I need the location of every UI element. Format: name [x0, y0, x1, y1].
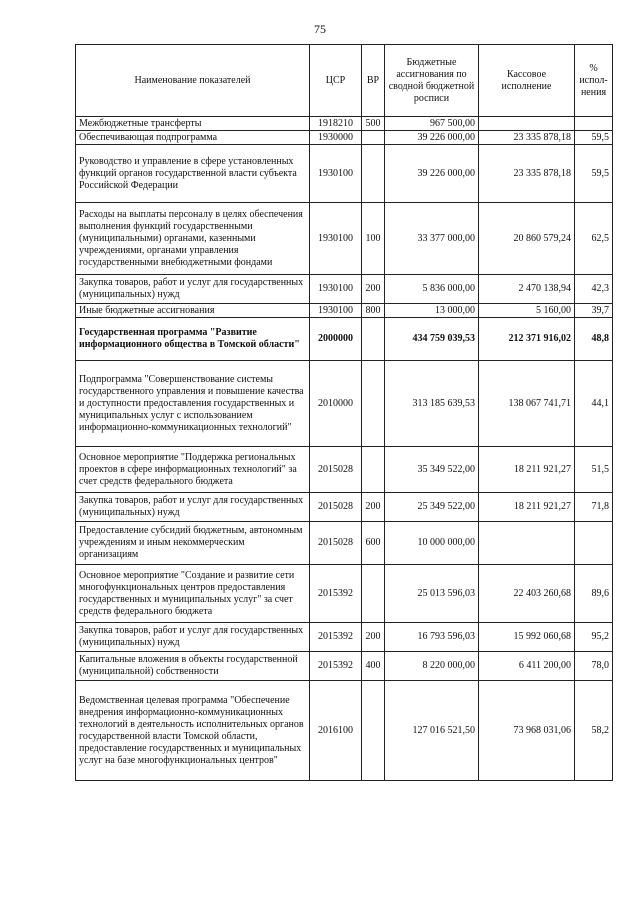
row-execution: 22 403 260,68: [479, 565, 575, 623]
column-header-assignments: Бюджетные ассигнования по сводной бюджетной росписи: [385, 45, 479, 117]
column-header-percent: % испол-нения: [575, 45, 613, 117]
page-number: 75: [314, 22, 326, 36]
row-percent: 78,0: [575, 652, 613, 681]
row-vr: 400: [362, 652, 385, 681]
row-execution: [479, 522, 575, 565]
row-assignments: 33 377 000,00: [385, 203, 479, 275]
row-execution: 23 335 878,18: [479, 131, 575, 145]
row-assignments: 35 349 522,00: [385, 447, 479, 493]
row-csr: 2015392: [310, 652, 362, 681]
table-row: [76, 304, 613, 318]
row-assignments: 5 836 000,00: [385, 275, 479, 304]
row-execution: 23 335 878,18: [479, 145, 575, 203]
row-execution: 2 470 138,94: [479, 275, 575, 304]
row-assignments: 39 226 000,00: [385, 145, 479, 203]
table-row: [76, 275, 613, 304]
row-percent: 62,5: [575, 203, 613, 275]
row-csr: 1930100: [310, 275, 362, 304]
row-csr: 2000000: [310, 318, 362, 361]
row-vr: 500: [362, 117, 385, 131]
row-execution: 15 992 060,68: [479, 623, 575, 652]
row-name: Ведомственная целевая программа "Обеспечение внедрения информационно-коммуникационных технологий в деятельность исполнительных органов государственной власти Томской области, предоставление государственных и муниципальных услуг на базе многофункциональных центров": [76, 681, 310, 781]
table-row: [76, 493, 613, 522]
row-vr: [362, 145, 385, 203]
row-execution: 18 211 921,27: [479, 447, 575, 493]
row-csr: 1930000: [310, 131, 362, 145]
row-execution: 5 160,00: [479, 304, 575, 318]
row-percent: 48,8: [575, 318, 613, 361]
row-vr: 600: [362, 522, 385, 565]
table-row: [76, 652, 613, 681]
row-name: Предоставление субсидий бюджетным, автономным учреждениям и иным некоммерческим организациям: [76, 522, 310, 565]
row-name: Основное мероприятие "Поддержка региональных проектов в сфере информационных технологий" за счет средств федерального бюджета: [76, 447, 310, 493]
row-percent: 58,2: [575, 681, 613, 781]
row-vr: [362, 447, 385, 493]
row-percent: 95,2: [575, 623, 613, 652]
column-header-csr: ЦСР: [310, 45, 362, 117]
row-csr: 1930100: [310, 304, 362, 318]
row-name: Руководство и управление в сфере установленных функций органов государственной власти субъекта Российской Федерации: [76, 145, 310, 203]
row-csr: 2015028: [310, 522, 362, 565]
row-assignments: 127 016 521,50: [385, 681, 479, 781]
table-row: [76, 447, 613, 493]
row-csr: 1918210: [310, 117, 362, 131]
row-name: Подпрограмма "Совершенствование системы государственного управления и повышение качества и доступности предоставления государственных и муниципальных услуг с использованием информационно-коммуникационных технологий": [76, 361, 310, 447]
row-execution: 138 067 741,71: [479, 361, 575, 447]
row-vr: [362, 131, 385, 145]
row-name: Закупка товаров, работ и услуг для государственных (муниципальных) нужд: [76, 493, 310, 522]
row-percent: 39,7: [575, 304, 613, 318]
row-percent: 71,8: [575, 493, 613, 522]
column-header-vr: ВР: [362, 45, 385, 117]
row-assignments: 13 000,00: [385, 304, 479, 318]
table-row: [76, 203, 613, 275]
row-assignments: 967 500,00: [385, 117, 479, 131]
table-row: [76, 131, 613, 145]
row-assignments: 39 226 000,00: [385, 131, 479, 145]
row-execution: 212 371 916,02: [479, 318, 575, 361]
row-name: Закупка товаров, работ и услуг для государственных (муниципальных) нужд: [76, 275, 310, 304]
row-assignments: 434 759 039,53: [385, 318, 479, 361]
row-vr: 200: [362, 623, 385, 652]
row-execution: 73 968 031,06: [479, 681, 575, 781]
row-assignments: 10 000 000,00: [385, 522, 479, 565]
row-percent: [575, 117, 613, 131]
row-name: Межбюджетные трансферты: [76, 117, 310, 131]
row-percent: 59,5: [575, 131, 613, 145]
row-execution: [479, 117, 575, 131]
row-assignments: 16 793 596,03: [385, 623, 479, 652]
table-row: [76, 318, 613, 361]
row-csr: 2016100: [310, 681, 362, 781]
row-vr: 100: [362, 203, 385, 275]
table-row: [76, 522, 613, 565]
row-name: Обеспечивающая подпрограмма: [76, 131, 310, 145]
column-header-execution: Кассовое исполнение: [479, 45, 575, 117]
row-csr: 2015392: [310, 623, 362, 652]
row-assignments: 25 349 522,00: [385, 493, 479, 522]
column-header-name: Наименование показателей: [76, 45, 310, 117]
row-execution: 6 411 200,00: [479, 652, 575, 681]
row-csr: 2015028: [310, 493, 362, 522]
row-name: Основное мероприятие "Создание и развитие сети многофункциональных центров предоставления государственных и муниципальных услуг" за счет средств федерального бюджета: [76, 565, 310, 623]
row-name: Капитальные вложения в объекты государственной (муниципальной) собственности: [76, 652, 310, 681]
row-vr: [362, 361, 385, 447]
row-name: Иные бюджетные ассигнования: [76, 304, 310, 318]
table-row: [76, 117, 613, 131]
table-row: [76, 681, 613, 781]
table-header-row: [76, 45, 613, 117]
row-vr: 800: [362, 304, 385, 318]
row-vr: [362, 565, 385, 623]
table-row: [76, 145, 613, 203]
table-row: [76, 361, 613, 447]
row-vr: 200: [362, 493, 385, 522]
row-percent: 89,6: [575, 565, 613, 623]
row-percent: 51,5: [575, 447, 613, 493]
row-vr: [362, 681, 385, 781]
row-assignments: 25 013 596,03: [385, 565, 479, 623]
row-csr: 2010000: [310, 361, 362, 447]
table-row: [76, 623, 613, 652]
row-name: Расходы на выплаты персоналу в целях обеспечения выполнения функций государственными (муниципальными) органами, казенными учреждениями, органами управления государственными внебюджетными фондами: [76, 203, 310, 275]
row-percent: [575, 522, 613, 565]
row-percent: 59,5: [575, 145, 613, 203]
row-percent: 42,3: [575, 275, 613, 304]
budget-table: [75, 44, 613, 781]
table-row: [76, 565, 613, 623]
row-execution: 18 211 921,27: [479, 493, 575, 522]
row-percent: 44,1: [575, 361, 613, 447]
row-assignments: 313 185 639,53: [385, 361, 479, 447]
row-execution: 20 860 579,24: [479, 203, 575, 275]
row-name: Государственная программа "Развитие информационного общества в Томской области": [76, 318, 310, 361]
row-name: Закупка товаров, работ и услуг для государственных (муниципальных) нужд: [76, 623, 310, 652]
row-assignments: 8 220 000,00: [385, 652, 479, 681]
row-csr: 1930100: [310, 203, 362, 275]
row-vr: 200: [362, 275, 385, 304]
row-vr: [362, 318, 385, 361]
row-csr: 1930100: [310, 145, 362, 203]
row-csr: 2015392: [310, 565, 362, 623]
row-csr: 2015028: [310, 447, 362, 493]
